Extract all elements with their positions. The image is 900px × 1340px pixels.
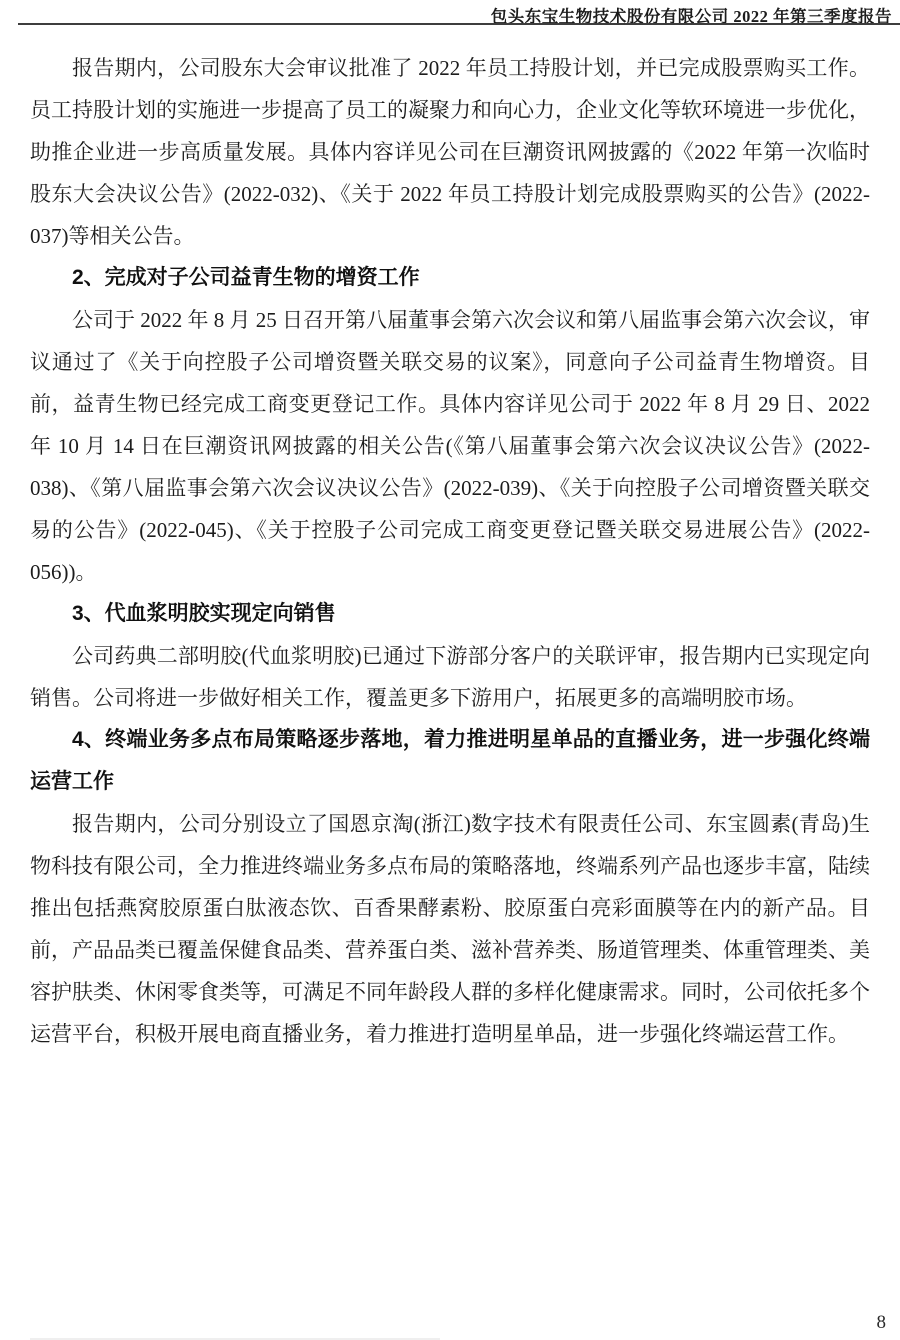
section-heading-3-gelatin-sales: 3、代血浆明胶实现定向销售 <box>72 602 336 625</box>
paragraph-gelatin-sales: 公司药典二部明胶(代血浆明胶)已通过下游部分客户的关联评审，报告期内已实现定向销售。公司将进一步做好相关工作，覆盖更多下游用户，拓展更多的高端明胶市场。 <box>30 644 870 710</box>
paragraph-employee-stock-plan: 报告期内，公司股东大会审议批准了 2022 年员工持股计划，并已完成股票购买工作。员工持股计划的实施进一步提高了员工的凝聚力和向心力，企业文化等软环境进一步优化，助推企业进一步高质量发展。具体内容详见公司在巨潮资讯网披露的《2022 年第一次临时股东大会决议公告》(2022-032)、《关于 2022 年员工持股计划完成股票购买的公告》(2022-037)等相关公告。 <box>30 56 870 248</box>
page-header-title: 包头东宝生物技术股份有限公司 2022 年第三季度报告 <box>490 7 892 26</box>
page-number: 8 <box>876 1312 886 1333</box>
paragraph-terminal-business: 报告期内，公司分别设立了国恩京淘(浙江)数字技术有限责任公司、东宝圆素(青岛)生物科技有限公司，全力推进终端业务多点布局的策略落地，终端系列产品也逐步丰富，陆续推出包括燕窝胶原蛋白肽液态饮、百香果酵素粉、胶原蛋白亮彩面膜等在内的新产品。目前，产品品类已覆盖保健食品类、营养蛋白类、滋补营养类、肠道管理类、体重管理类、美容护肤类、休闲零食类等，可满足不同年龄段人群的多样化健康需求。同时，公司依托多个运营平台，积极开展电商直播业务，着力推进打造明星单品，进一步强化终端运营工作。 <box>30 812 870 1046</box>
section-heading-2-capital-increase: 2、完成对子公司益青生物的增资工作 <box>72 266 420 289</box>
paragraph-capital-increase: 公司于 2022 年 8 月 25 日召开第八届董事会第六次会议和第八届监事会第六次会议，审议通过了《关于向控股子公司增资暨关联交易的议案》，同意向子公司益青生物增资。目前，益青生物已经完成工商变更登记工作。具体内容详见公司于 2022 年 8 月 29 日、2022 年 10 月 14 日在巨潮资讯网披露的相关公告(《第八届董事会第六次会议决议公告》(2022-038)、《第八届监事会第六次会议决议公告》(2022-039)、《关于向控股子公司增资暨关联交易的公告》(2022-045)、《关于控股子公司完成工商变更登记暨关联交易进展公告》(2022-056))。 <box>30 308 870 584</box>
section-heading-4-terminal-business: 4、终端业务多点布局策略逐步落地，着力推进明星单品的直播业务，进一步强化终端运营工作 <box>30 728 870 793</box>
report-body <box>30 47 870 1055</box>
header-divider <box>18 23 900 25</box>
